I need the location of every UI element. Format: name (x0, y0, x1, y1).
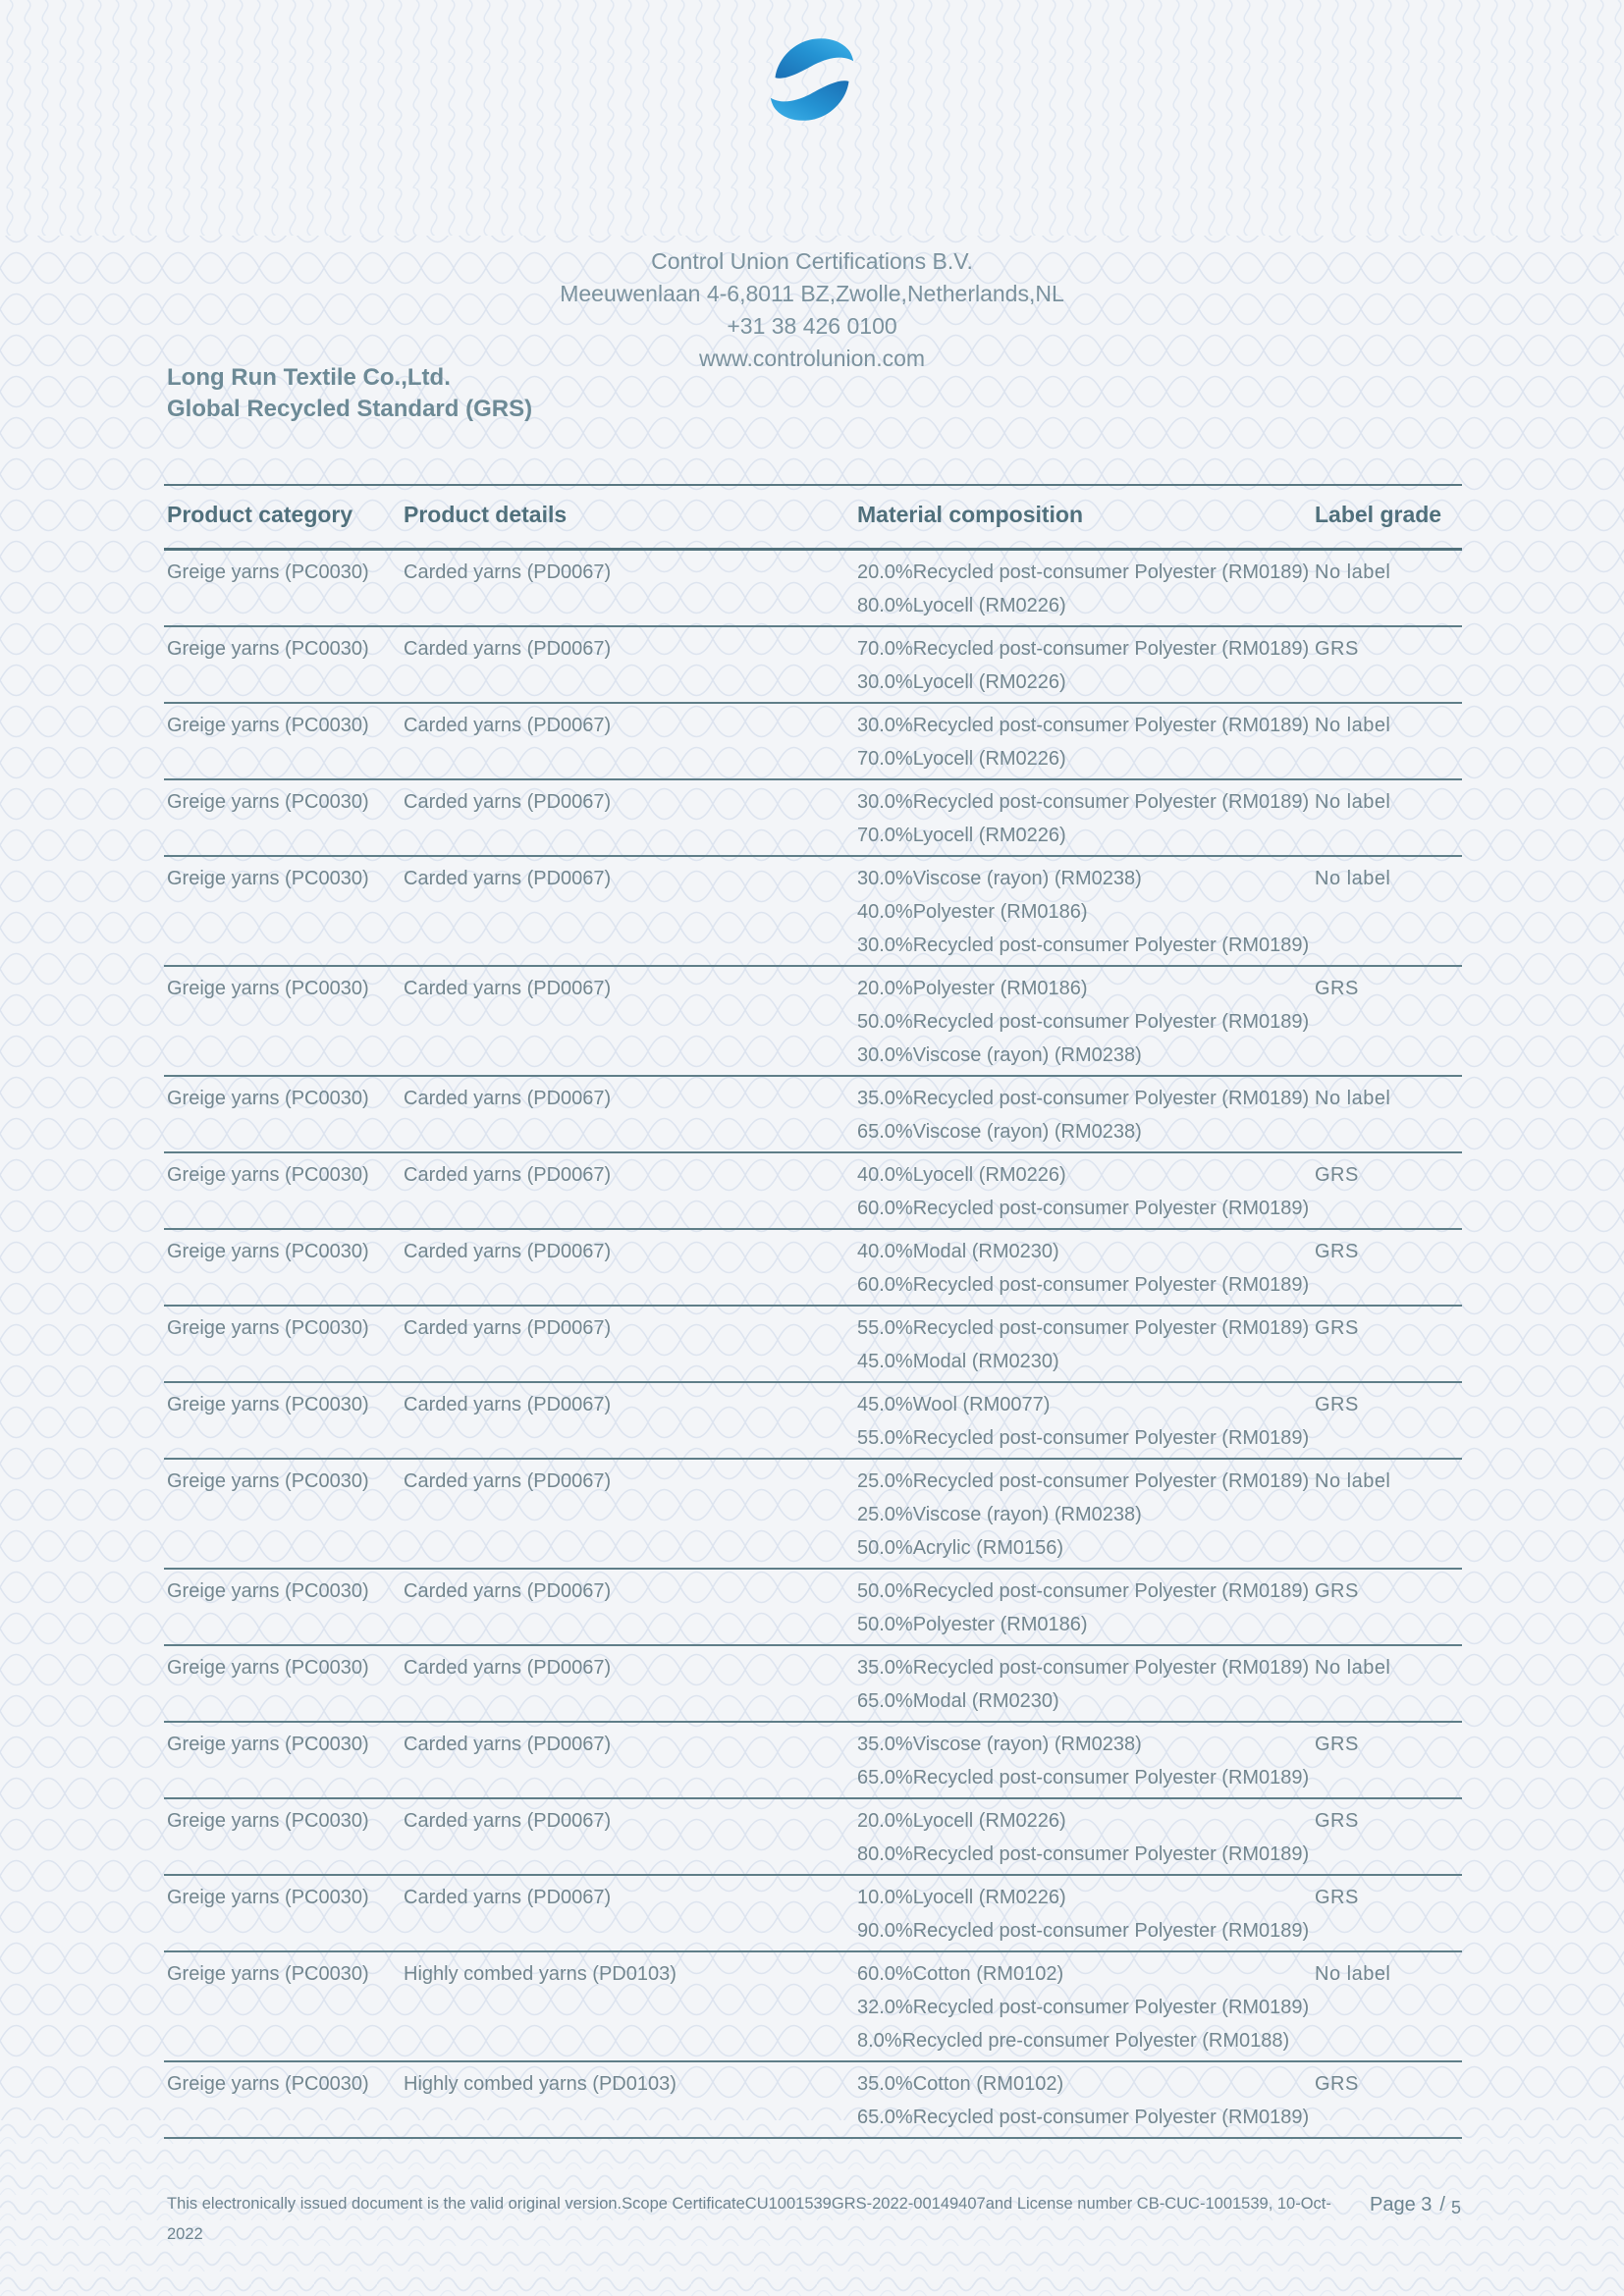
cell-label-grade: GRS (1315, 638, 1359, 660)
cell-product-details: Carded yarns (PD0067) (404, 868, 612, 889)
table-row (164, 1230, 1462, 1307)
cell-product-details: Carded yarns (PD0067) (404, 638, 612, 660)
cell-material-composition (854, 1235, 1312, 1302)
page-total: 5 (1450, 2198, 1461, 2217)
material-line: 90.0%Recycled post-consumer Polyester (RM0189) (857, 1920, 1310, 1942)
control-union-logo (763, 35, 861, 124)
table-row (164, 1307, 1462, 1383)
cell-material-composition (854, 2067, 1312, 2134)
cell-product-category: Greige yarns (PC0030) (167, 1580, 369, 1602)
cell-product-category: Greige yarns (PC0030) (167, 1887, 369, 1908)
table-row (164, 1952, 1462, 2062)
cell-label-grade: No label (1315, 715, 1391, 736)
company-name: Long Run Textile Co.,Ltd. (167, 364, 451, 391)
cell-material-composition (854, 1575, 1312, 1641)
material-line: 20.0%Lyocell (RM0226) (857, 1810, 1066, 1832)
cell-product-details: Carded yarns (PD0067) (404, 1657, 612, 1679)
cell-product-category: Greige yarns (PC0030) (167, 791, 369, 813)
material-line: 80.0%Lyocell (RM0226) (857, 595, 1066, 616)
cell-product-details: Carded yarns (PD0067) (404, 1088, 612, 1109)
table-row (164, 551, 1462, 627)
cell-label-grade: GRS (1315, 2073, 1359, 2095)
material-line: 50.0%Acrylic (RM0156) (857, 1537, 1064, 1559)
material-line: 70.0%Lyocell (RM0226) (857, 825, 1066, 846)
page-footer (167, 2189, 1461, 2250)
material-line: 30.0%Viscose (rayon) (RM0238) (857, 868, 1142, 889)
material-line: 55.0%Recycled post-consumer Polyester (RM0189) (857, 1427, 1310, 1449)
table-row (164, 1077, 1462, 1153)
cell-product-details: Carded yarns (PD0067) (404, 1317, 612, 1339)
cell-material-composition (854, 709, 1312, 775)
cell-product-category: Greige yarns (PC0030) (167, 1810, 369, 1832)
material-line: 32.0%Recycled post-consumer Polyester (RM0189) (857, 1997, 1310, 2018)
org-header (0, 245, 1624, 375)
table-row (164, 857, 1462, 967)
cell-label-grade: GRS (1315, 1317, 1359, 1339)
cell-product-details: Carded yarns (PD0067) (404, 715, 612, 736)
table-header-row (164, 486, 1462, 551)
cell-material-composition (854, 1728, 1312, 1794)
material-line: 45.0%Wool (RM0077) (857, 1394, 1051, 1415)
cell-material-composition (854, 972, 1312, 1072)
cell-material-composition (854, 862, 1312, 962)
material-line: 30.0%Recycled post-consumer Polyester (RM0189) (857, 791, 1310, 813)
cell-material-composition (854, 1957, 1312, 2057)
material-line: 50.0%Polyester (RM0186) (857, 1614, 1088, 1635)
cell-product-details: Carded yarns (PD0067) (404, 1241, 612, 1262)
page-label: Page 3 (1370, 2194, 1433, 2216)
cell-product-details: Carded yarns (PD0067) (404, 791, 612, 813)
cell-label-grade: No label (1315, 1963, 1391, 1985)
material-line: 30.0%Recycled post-consumer Polyester (RM0189) (857, 715, 1310, 736)
cell-product-details: Highly combed yarns (PD0103) (404, 2073, 677, 2095)
cell-label-grade: No label (1315, 561, 1391, 583)
cell-product-details: Carded yarns (PD0067) (404, 978, 612, 999)
material-line: 30.0%Viscose (rayon) (RM0238) (857, 1044, 1142, 1066)
cell-material-composition (854, 1651, 1312, 1718)
cell-product-category: Greige yarns (PC0030) (167, 978, 369, 999)
material-line: 65.0%Recycled post-consumer Polyester (RM0189) (857, 2107, 1310, 2128)
cell-product-category: Greige yarns (PC0030) (167, 1394, 369, 1415)
material-line: 45.0%Modal (RM0230) (857, 1351, 1059, 1372)
cell-label-grade: No label (1315, 791, 1391, 813)
globe-swoosh-icon (763, 35, 861, 124)
table-row (164, 1646, 1462, 1723)
col-header-material-composition: Material composition (857, 502, 1084, 527)
cell-product-details: Carded yarns (PD0067) (404, 1887, 612, 1908)
cell-label-grade: No label (1315, 868, 1391, 889)
products-table (164, 484, 1462, 2139)
material-line: 70.0%Lyocell (RM0226) (857, 748, 1066, 770)
material-line: 20.0%Recycled post-consumer Polyester (RM0189) (857, 561, 1310, 583)
cell-label-grade: GRS (1315, 1580, 1359, 1602)
table-body (164, 551, 1462, 2139)
cell-material-composition (854, 1311, 1312, 1378)
cell-material-composition (854, 632, 1312, 699)
table-row (164, 1383, 1462, 1460)
material-line: 10.0%Lyocell (RM0226) (857, 1887, 1066, 1908)
cell-product-details: Carded yarns (PD0067) (404, 1734, 612, 1755)
col-header-label-grade: Label grade (1315, 502, 1442, 527)
cell-product-category: Greige yarns (PC0030) (167, 1164, 369, 1186)
material-line: 65.0%Recycled post-consumer Polyester (RM0189) (857, 1767, 1310, 1789)
material-line: 50.0%Recycled post-consumer Polyester (RM0189) (857, 1580, 1310, 1602)
cell-product-details: Highly combed yarns (PD0103) (404, 1963, 677, 1985)
material-line: 65.0%Viscose (rayon) (RM0238) (857, 1121, 1142, 1143)
cell-product-details: Carded yarns (PD0067) (404, 1810, 612, 1832)
cell-product-category: Greige yarns (PC0030) (167, 2073, 369, 2095)
cell-product-details: Carded yarns (PD0067) (404, 561, 612, 583)
table-row (164, 1723, 1462, 1799)
cell-label-grade: GRS (1315, 1734, 1359, 1755)
cell-product-category: Greige yarns (PC0030) (167, 1657, 369, 1679)
table-row (164, 627, 1462, 704)
cell-label-grade: GRS (1315, 1394, 1359, 1415)
material-line: 40.0%Polyester (RM0186) (857, 901, 1088, 923)
cell-label-grade: No label (1315, 1657, 1391, 1679)
company-block (167, 362, 532, 425)
material-line: 50.0%Recycled post-consumer Polyester (RM0189) (857, 1011, 1310, 1033)
cell-material-composition (854, 1465, 1312, 1565)
page-separator: / (1439, 2194, 1445, 2216)
cell-product-category: Greige yarns (PC0030) (167, 1088, 369, 1109)
cell-product-category: Greige yarns (PC0030) (167, 1317, 369, 1339)
material-line: 55.0%Recycled post-consumer Polyester (RM0189) (857, 1317, 1310, 1339)
cell-product-category: Greige yarns (PC0030) (167, 1470, 369, 1492)
material-line: 25.0%Viscose (rayon) (RM0238) (857, 1504, 1142, 1525)
org-name: Control Union Certifications B.V. (651, 248, 973, 274)
cell-material-composition (854, 1388, 1312, 1455)
cell-product-details: Carded yarns (PD0067) (404, 1470, 612, 1492)
cell-product-category: Greige yarns (PC0030) (167, 715, 369, 736)
cell-product-category: Greige yarns (PC0030) (167, 868, 369, 889)
cell-label-grade: GRS (1315, 1241, 1359, 1262)
material-line: 30.0%Recycled post-consumer Polyester (RM0189) (857, 934, 1310, 956)
cell-product-category: Greige yarns (PC0030) (167, 1963, 369, 1985)
table-row (164, 967, 1462, 1077)
material-line: 65.0%Modal (RM0230) (857, 1690, 1059, 1712)
cell-product-details: Carded yarns (PD0067) (404, 1394, 612, 1415)
cell-product-category: Greige yarns (PC0030) (167, 1241, 369, 1262)
table-row (164, 1153, 1462, 1230)
table-row (164, 1799, 1462, 1876)
cell-material-composition (854, 1881, 1312, 1948)
cell-material-composition (854, 785, 1312, 852)
cell-material-composition (854, 1158, 1312, 1225)
org-address: Meeuwenlaan 4-6,8011 BZ,Zwolle,Netherlands,NL (560, 281, 1064, 306)
material-line: 35.0%Viscose (rayon) (RM0238) (857, 1734, 1142, 1755)
material-line: 8.0%Recycled pre-consumer Polyester (RM0188) (857, 2030, 1290, 2052)
col-header-product-details: Product details (404, 502, 568, 527)
table-row (164, 704, 1462, 780)
material-line: 35.0%Recycled post-consumer Polyester (RM0189) (857, 1088, 1310, 1109)
cell-label-grade: GRS (1315, 978, 1359, 999)
material-line: 40.0%Modal (RM0230) (857, 1241, 1059, 1262)
material-line: 80.0%Recycled post-consumer Polyester (RM0189) (857, 1843, 1310, 1865)
table-row (164, 1570, 1462, 1646)
cell-product-details: Carded yarns (PD0067) (404, 1164, 612, 1186)
standard-name: Global Recycled Standard (GRS) (167, 396, 533, 422)
table-row (164, 1460, 1462, 1570)
org-website: www.controlunion.com (698, 346, 926, 371)
cell-label-grade: GRS (1315, 1887, 1359, 1908)
material-line: 70.0%Recycled post-consumer Polyester (RM0189) (857, 638, 1310, 660)
cell-label-grade: No label (1315, 1470, 1391, 1492)
cell-material-composition (854, 1082, 1312, 1148)
org-phone: +31 38 426 0100 (727, 313, 897, 339)
cell-product-details: Carded yarns (PD0067) (404, 1580, 612, 1602)
cell-product-category: Greige yarns (PC0030) (167, 561, 369, 583)
col-header-product-category: Product category (167, 502, 353, 527)
material-line: 20.0%Polyester (RM0186) (857, 978, 1088, 999)
table-row (164, 2062, 1462, 2139)
cell-label-grade: No label (1315, 1088, 1391, 1109)
cell-product-category: Greige yarns (PC0030) (167, 1734, 369, 1755)
material-line: 35.0%Recycled post-consumer Polyester (RM0189) (857, 1657, 1310, 1679)
material-line: 60.0%Recycled post-consumer Polyester (RM0189) (857, 1274, 1310, 1296)
cell-material-composition (854, 1804, 1312, 1871)
cell-label-grade: GRS (1315, 1810, 1359, 1832)
material-line: 30.0%Lyocell (RM0226) (857, 671, 1066, 693)
material-line: 60.0%Recycled post-consumer Polyester (RM0189) (857, 1198, 1310, 1219)
cell-label-grade: GRS (1315, 1164, 1359, 1186)
table-row (164, 780, 1462, 857)
table-row (164, 1876, 1462, 1952)
page-number (1370, 2190, 1461, 2220)
cell-product-category: Greige yarns (PC0030) (167, 638, 369, 660)
material-line: 60.0%Cotton (RM0102) (857, 1963, 1064, 1985)
material-line: 40.0%Lyocell (RM0226) (857, 1164, 1066, 1186)
material-line: 25.0%Recycled post-consumer Polyester (RM0189) (857, 1470, 1310, 1492)
material-line: 35.0%Cotton (RM0102) (857, 2073, 1064, 2095)
cell-material-composition (854, 556, 1312, 622)
footer-disclaimer: This electronically issued document is the valid original version.Scope CertificateCU1001539GRS-2022-00149407and License number CB-CUC-1001539, 10-Oct-2022 (167, 2195, 1331, 2243)
